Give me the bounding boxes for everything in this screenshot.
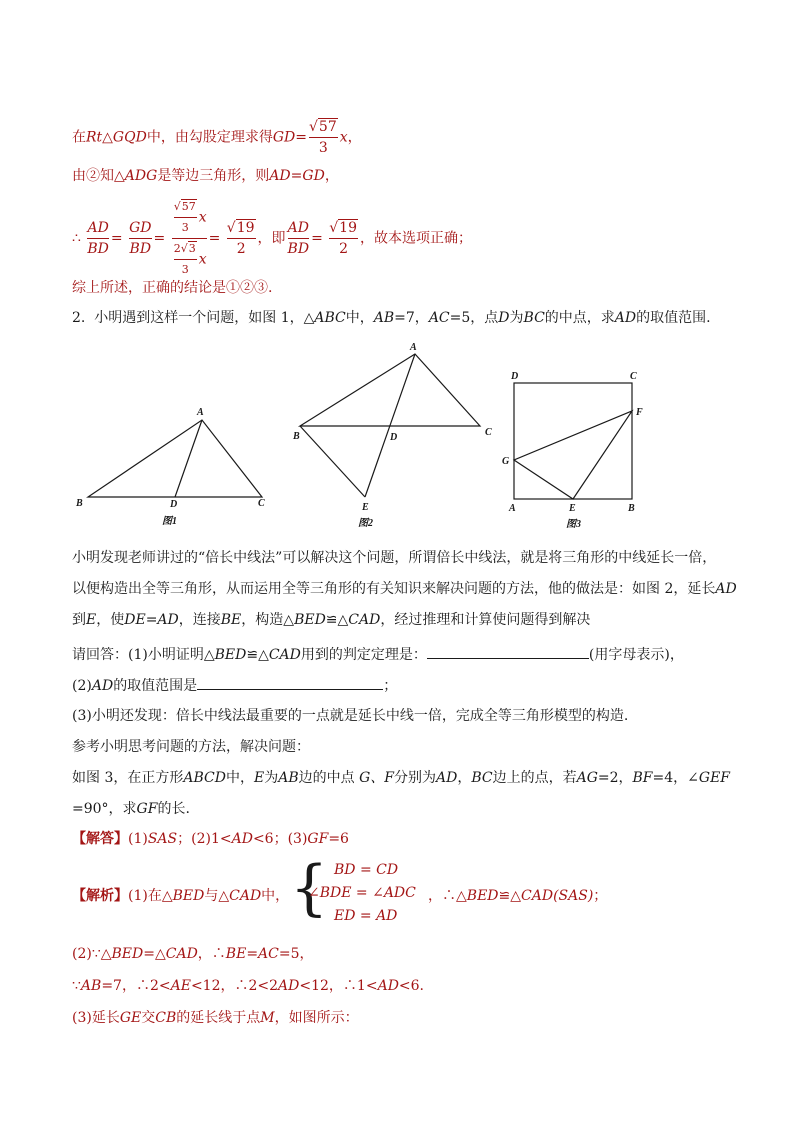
problem-fig3-cont: =90°，求GF的长. bbox=[72, 801, 190, 817]
label-a: A bbox=[197, 407, 204, 418]
text: 为 bbox=[509, 310, 524, 326]
text: ，即 bbox=[257, 230, 286, 247]
fraction: $\frac{√19}{2}$ bbox=[329, 220, 357, 257]
text: ∴ bbox=[72, 230, 81, 247]
text: x bbox=[339, 129, 348, 146]
text: =7， bbox=[394, 310, 429, 326]
caption-fig2: 图2 bbox=[358, 518, 373, 529]
label-f: F bbox=[636, 407, 643, 418]
text: ，故本选项正确； bbox=[360, 230, 472, 247]
answer-blank-2[interactable] bbox=[197, 675, 383, 690]
paragraph-1: 小明发现老师讲过的“倍长中线法”可以解决这个问题，所谓倍长中线法，就是将三角形的中线延长一倍， bbox=[72, 550, 717, 566]
question-number: 2. bbox=[72, 310, 86, 326]
answer-tag: 【解答】 bbox=[72, 831, 128, 847]
label-c: C bbox=[630, 371, 637, 382]
label-c: C bbox=[258, 498, 265, 509]
label-b: B bbox=[293, 431, 300, 442]
label-c: C bbox=[485, 427, 492, 438]
text: AD bbox=[269, 168, 291, 184]
analysis-tag: 【解析】 bbox=[72, 888, 128, 904]
fraction: $\frac{AD}{BD}$ bbox=[287, 220, 310, 257]
line-equilateral bbox=[72, 166, 339, 186]
text: BC bbox=[523, 310, 545, 326]
fraction: $\frac{AD}{BD}$ bbox=[87, 220, 109, 257]
label-a: A bbox=[410, 342, 417, 353]
question-part-3: (3)小明还发现：倍长中线法最重要的一点就是延长中线一倍，完成全等三角形模型的构造. bbox=[72, 708, 629, 724]
text: ， bbox=[324, 168, 339, 184]
fraction: $\frac{√57}{3}$ x $\frac{2√3}{3}$ x bbox=[173, 200, 207, 276]
answer-blank-1[interactable] bbox=[427, 644, 589, 659]
caption-fig1: 图1 bbox=[162, 516, 177, 527]
label-g: G bbox=[502, 456, 510, 467]
line-summary: 综上所述，正确的结论是①②③. bbox=[72, 280, 273, 296]
analysis-step-3: ∵AB=7，∴2<AE<12，∴2<2AD<12，∴1<AD<6. bbox=[72, 978, 425, 994]
text: 以便构造出全等三角形，从而运用全等三角形的有关知识来解决问题的方法，他的做法是：如图 2，延长 bbox=[72, 581, 716, 597]
square-abcd bbox=[514, 383, 632, 499]
caption-fig3: 图3 bbox=[566, 519, 581, 530]
figure-3 bbox=[500, 365, 660, 535]
text: AC bbox=[428, 310, 450, 326]
text: 在 bbox=[72, 129, 86, 146]
analysis-line: 【解析】(1)在△BED与△CAD中， bbox=[72, 888, 290, 904]
text: ADG bbox=[124, 168, 158, 184]
label-b: B bbox=[76, 498, 83, 509]
text: 的取值范围. bbox=[636, 310, 711, 326]
system-brace: { bbox=[290, 853, 329, 923]
text: ， bbox=[347, 129, 362, 146]
fraction: $\frac{√19}{2}$ bbox=[226, 220, 255, 257]
text: AB bbox=[373, 310, 395, 326]
fraction: $\frac{√57}{3}$ bbox=[308, 119, 337, 156]
paragraph-2 bbox=[72, 579, 737, 599]
segment-be bbox=[300, 426, 365, 497]
label-e: E bbox=[569, 503, 576, 514]
question-2 bbox=[72, 308, 711, 328]
text: = bbox=[295, 129, 307, 146]
text: 是等边三角形，则 bbox=[157, 168, 270, 184]
text: 小明遇到这样一个问题，如图 1，△ bbox=[94, 310, 315, 326]
fraction: $\frac{GD}{BD}$ bbox=[129, 220, 152, 257]
text: GD bbox=[272, 129, 296, 146]
paragraph-3: 到E，使DE=AD，连接BE，构造△BED≌△CAD，经过推理和计算使问题得到解决 bbox=[72, 612, 591, 628]
analysis-step-4: (3)延长GE交CB的延长线于点M，如图所示： bbox=[72, 1010, 359, 1026]
figure-2 bbox=[290, 340, 500, 530]
label-a: A bbox=[509, 503, 516, 514]
text: 中， bbox=[345, 310, 374, 326]
system-row-3: ED = AD bbox=[334, 908, 398, 924]
analysis-conclusion: ，∴△BED≌△CAD(SAS)； bbox=[428, 888, 608, 904]
problem-fig3: 如图 3，在正方形ABCD中，E为AB边的中点 G、F分别为AD，BC边上的点，若AG=2，BF=4，∠GEF bbox=[72, 770, 731, 786]
text: GD bbox=[302, 168, 325, 184]
text: D bbox=[498, 310, 510, 326]
figure-1 bbox=[72, 400, 282, 530]
answer-line: 【解答】(1)SAS；(2)1<AD<6；(3)GF=6 bbox=[72, 831, 349, 847]
text: 由②知△ bbox=[72, 168, 125, 184]
label-e: E bbox=[362, 502, 369, 513]
triangle-gef bbox=[514, 411, 632, 499]
question-part-1: 请回答：(1)小明证明△BED≌△CAD用到的判定定理是： (用字母表示)， bbox=[72, 644, 684, 665]
question-part-2: (2)AD的取值范围是 ； bbox=[72, 675, 397, 696]
text: 3 bbox=[318, 140, 328, 156]
line-pythagoras bbox=[72, 118, 362, 157]
analysis-step-2: (2)∵△BED=△CAD，∴BE=AC=5， bbox=[72, 946, 314, 962]
label-d: D bbox=[511, 371, 519, 382]
text: = bbox=[290, 168, 303, 184]
text: =5，点 bbox=[449, 310, 499, 326]
label-d: D bbox=[390, 432, 398, 443]
system-row-1: BD = CD bbox=[334, 862, 399, 878]
text: 中，由勾股定理求得 bbox=[146, 129, 273, 146]
label-b: B bbox=[628, 503, 635, 514]
triangle-abc bbox=[88, 420, 262, 497]
line-ratio: ∴ $\frac{AD}{BD}$ = $\frac{GD}{BD}$ = $\frac{√57}{3}$ x $\frac{2√3}{3}$ x = $\frac{√19}{2}$ ，即 $\frac{AD}{BD}$ = $\frac{√19}{2}$ ，故本选项正确； bbox=[72, 198, 472, 279]
paragraph-reference: 参考小明思考问题的方法，解决问题： bbox=[72, 739, 310, 755]
text: 的中点，求 bbox=[544, 310, 615, 326]
text: 57 bbox=[318, 119, 337, 135]
triangle-abc bbox=[300, 354, 480, 426]
text: AD bbox=[715, 581, 737, 597]
text: AD bbox=[614, 310, 637, 326]
label-d: D bbox=[170, 499, 178, 510]
median-ad bbox=[175, 420, 202, 497]
text: ABC bbox=[314, 310, 346, 326]
system-row-2: ∠BDE = ∠ADC bbox=[308, 885, 416, 901]
text: Rt△GQD bbox=[86, 129, 147, 146]
